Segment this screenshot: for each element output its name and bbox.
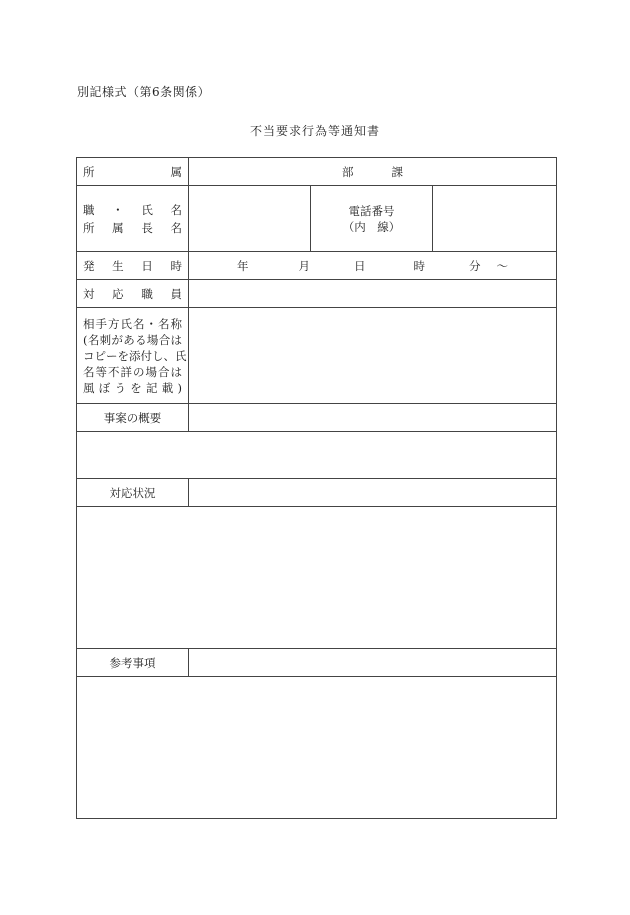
summary-header-field[interactable]	[189, 404, 557, 432]
phone-field[interactable]	[433, 186, 557, 252]
datetime-field[interactable]	[189, 252, 557, 280]
section-unit-label: 課	[391, 164, 404, 179]
response-body-row	[77, 507, 557, 649]
opponent-label-line: 風 ぼ う を 記 載 )	[83, 380, 182, 395]
tilde-mark: ～	[496, 258, 509, 273]
reference-header-row	[77, 649, 557, 677]
opponent-field[interactable]	[189, 308, 557, 404]
response-label: 対応状況	[77, 479, 189, 507]
phone-label: 電話番号 （内 線）	[311, 186, 433, 252]
summary-body-row	[77, 432, 557, 479]
summary-header-row	[77, 404, 557, 432]
datetime-label: 発 生 日 時	[77, 252, 189, 280]
opponent-label-line: 名 等 不 詳 の 場 合 は	[83, 364, 182, 379]
opponent-label	[77, 308, 189, 404]
names-label	[77, 186, 189, 252]
hour-unit: 時	[413, 258, 426, 273]
year-unit: 年	[237, 258, 249, 273]
names-field[interactable]	[189, 186, 311, 252]
opponent-row	[77, 308, 557, 404]
notification-form-table	[76, 157, 557, 819]
affiliation-label: 所 属	[77, 158, 189, 186]
reference-body-row	[77, 677, 557, 819]
department-unit-label: 部	[342, 164, 354, 179]
summary-field[interactable]	[77, 432, 557, 479]
manager-name-label: 所 属 長 名	[83, 220, 182, 235]
response-field[interactable]	[77, 507, 557, 649]
staff-name-label: 職 ・ 氏 名	[83, 202, 182, 217]
document-title: 不当要求行為等通知書	[249, 124, 380, 138]
names-row	[77, 186, 557, 252]
reference-field[interactable]	[77, 677, 557, 819]
form-reference-note: 別記様式（第6条関係）	[77, 85, 211, 99]
month-unit: 月	[298, 258, 311, 273]
response-header-row	[77, 479, 557, 507]
staff-row	[77, 280, 557, 308]
response-header-field[interactable]	[189, 479, 557, 507]
minute-unit: 分	[469, 258, 481, 273]
reference-label: 参考事項	[77, 649, 189, 677]
affiliation-field[interactable]	[189, 158, 557, 186]
day-unit: 日	[354, 258, 366, 273]
staff-label: 対 応 職 員	[77, 280, 189, 308]
summary-label: 事案の概要	[77, 404, 189, 432]
affiliation-row	[77, 158, 557, 186]
staff-field[interactable]	[189, 280, 557, 308]
reference-header-field[interactable]	[189, 649, 557, 677]
opponent-label-line: 相 手 方 氏 名 ・ 名 称	[83, 316, 182, 331]
extension-label: （内 線）	[342, 219, 401, 234]
opponent-label-line: コ ピ ー を 添 付 し 、 氏	[83, 348, 187, 363]
datetime-row	[77, 252, 557, 280]
opponent-label-line: ( 名 刺 が あ る 場 合 は	[83, 332, 182, 347]
